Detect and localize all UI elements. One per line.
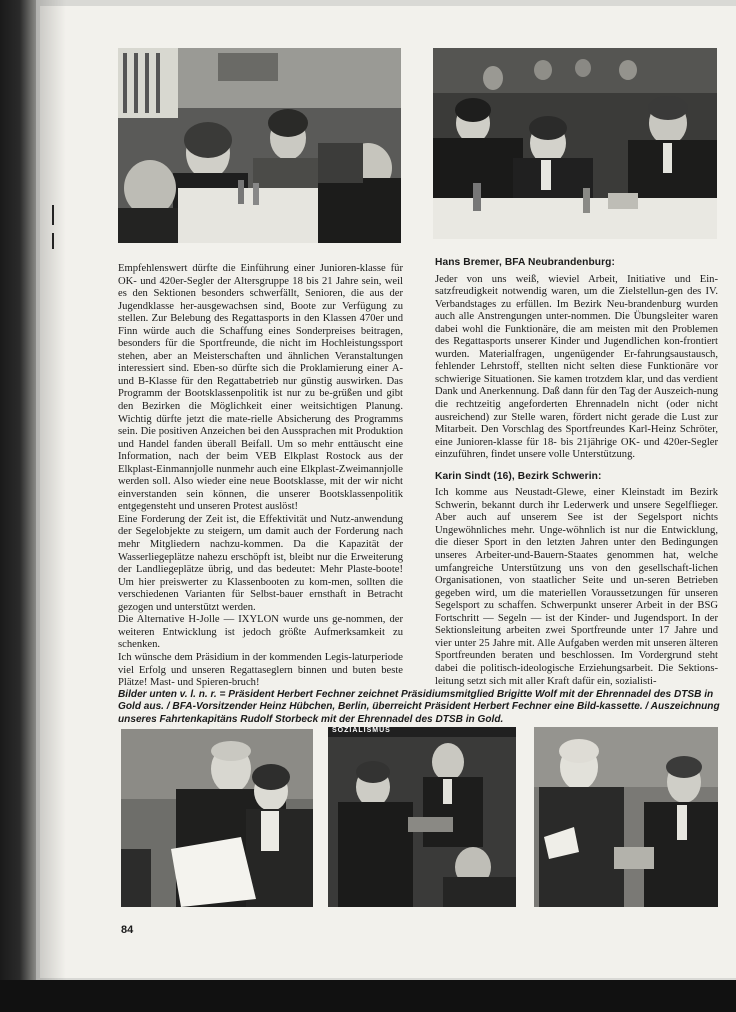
margin-mark	[52, 233, 54, 249]
margin-mark	[52, 205, 54, 225]
paragraph: Die Alternative H-Jolle — IXYLON wurde uns ge-nommen, der weiteren Entwicklung ist jedoch größte Aufmerksamkeit zu schenken.	[118, 614, 403, 651]
left-text-column	[118, 263, 403, 690]
scan-bottom-border	[0, 980, 736, 1012]
photo-meeting-table-left	[118, 48, 401, 243]
section-heading-karin-sindt: Karin Sindt (16), Bezirk Schwerin:	[435, 470, 602, 482]
book-binding-edge	[0, 0, 36, 1012]
paragraph: Jeder von uns weiß, wieviel Arbeit, Initiative und Ein-satzfreudigkeit notwendig waren, um die Zielstellun-gen des IV. Verbandstages zu erfüllen. Im Bezirk Neu-brandenburg wurden auch alle Anstrengungen unter-nommen. Die Übungsleiter waren dabei wohl die Funktionäre, die am meisten mit den Problemen des Regattasports unserer Kinder und Jugendlichen kon-frontiert wurden. Materialfragen, ungenügender Er-fahrungsaustausch, fehlender Lehrstoff, stellten nicht selten diese Funktionäre vor schwierige Situationen. Sie kamen trotzdem klar, und das verdient Dank und Anerkennung. Daß dann für den Tag der Auszeich-nung die rechtzeitig angeforderten Ehrennadeln nicht (oder nicht ausreichend) zur Stelle waren, fördert nicht gerade die Lust zur Mitarbeit. Den Vorschlag des Sportfreundes Karl-Heinz Schröter, eine Junioren-klasse für 18- bis 21jährige OK- und 420er-Segler einzuführen, findet unsere volle Unterstützung.	[435, 273, 718, 461]
section-heading-hans-bremer: Hans Bremer, BFA Neubrandenburg:	[435, 257, 616, 268]
photo-meeting-table-right	[433, 48, 717, 239]
paragraph: Ich wünsche dem Präsidium in der kommenden Legis-laturperiode viel Erfolg und unseren Regattaseglern binnen und buten beste Plätze! Mast- und Spieren-bruch!	[118, 651, 403, 689]
paragraph: Eine Forderung der Zeit ist, die Effektivität und Nutz-anwendung der Segelobjekte zu steigern, um damit auch der Forderung nach mehr Mitgliedern nachzu-kommen. Da die Kapazität der Wasserliegeplätze nahezu erschöpft ist, bleibt nur die Erweiterung der Landliegeplätze übrig, und das bedeutet: Mehr Plaste-boote! Um hier preiswerter zu Klassenbooten zu kom-men, sollten die verschiedenen Varianten für Selbst-bauer ernsthaft in Betracht gezogen und unterstützt werden.	[118, 513, 403, 613]
photo-award-rudolf-storbeck	[534, 727, 718, 907]
photo-banner-text: SOZIALISMUS	[332, 727, 391, 734]
right-text-column	[435, 257, 718, 688]
paragraph: Ich komme aus Neustadt-Glewe, einer Kleinstadt im Bezirk Schwerin, bekannt durch ihr Lederwerk und unsere Segelflieger. Aber auch auf unserem See ist der Segelsport nichts Ungewöhnliches mehr. Unge-wöhnlich ist nur die Entwicklung, die dieser Sport in den letzten Jahren unter den Bedingungen unseres Arbeiter-und-Bauern-Staates genommen hat, welche umfangreiche Unterstützung uns von den gesellschaft-lichen Organisationen, von staatlicher Seite und un-seren Betrieben gegeben wird, um die materiellen Voraussetzungen für unseren Segelsport zu schaffen. Schwerpunkt unserer Arbeit in der BSG Fortschritt — Segeln — ist der Kinder- und Jugendsport. In der Sektionsleitung arbeiten zwei Sportfreunde unter 17 Jahre und vier unter 25 Jahre mit. Alle Aufgaben werden mit unseren älteren Sportfreunden beraten und beschlossen. Im Vordergrund steht dabei die politisch-ideologische Erziehungsarbeit. Die Sektions-leitung setzt sich mit aller Kraft dafür ein, sozialisti-	[435, 487, 718, 687]
paragraph: Empfehlenswert dürfte die Einführung einer Junioren-klasse für OK- und 420er-Segler der Altersgruppe 18 bis 21 Jahre sein, weil es den Sektionen besonders schwerfällt, Senioren, die aus der Jugendklasse her-ausgewachsen sind, Boote zur Verfügung zu stellen. Zur Belebung des Regattasports in den Klassen 470er und Finn würde auch die Schaffung eines Sonderpreises beitragen, besonders für die Sportfreunde, die nicht im Hochleistungssport stehen, aber an Meisterschaften und ähnlichen Veranstaltungen interessiert sind. Eben-so dürfte sich die Proklamierung einer A- und B-Klasse für den Regattabetrieb nur günstig auswirken. Das Programm der Bootsklassenpolitik ist nur zu be-grüßen und gibt den Bezirken die Möglichkeit einer weitsichtigen Planung. Wichtig dürfte jetzt die mate-rielle Absicherung des Programms sein. Die positiven Anzeichen bei den Aussprachen mit Produktion und Handel fanden überall Beifall. Um so mehr enttäuscht eine Information, nach der beim VEB Elkplast Rostock aus der Elkplast-Einmannjolle nunmehr auch eine Elkplast-Zweimannjolle werden soll. Also wieder eine neue Bootsklasse, mit der wir nicht einverstanden sein können, die unserer Bootsklassenpolitik entgegensteht und unseren Protest auslöst!	[118, 263, 403, 513]
photo-award-bildkassette	[328, 727, 516, 907]
photo-award-brigitte-wolf	[121, 729, 313, 907]
page-number: 84	[121, 924, 134, 936]
spine-shadow	[36, 0, 66, 980]
photo-caption: Bilder unten v. l. n. r. = Präsident Herbert Fechner zeichnet Präsidiumsmitglied Brigitte Wolf mit der Ehrennadel des DTSB in Gold aus. / BFA-Vorsitzender Heinz Hübchen, Berlin, überreicht Präsident Herbert Fechner eine Bild-kassette. / Auszeichnung unseres Fahrtenkapitäns Rudolf Storbeck mit der Ehrennadel des DTSB in Gold.	[118, 689, 720, 725]
